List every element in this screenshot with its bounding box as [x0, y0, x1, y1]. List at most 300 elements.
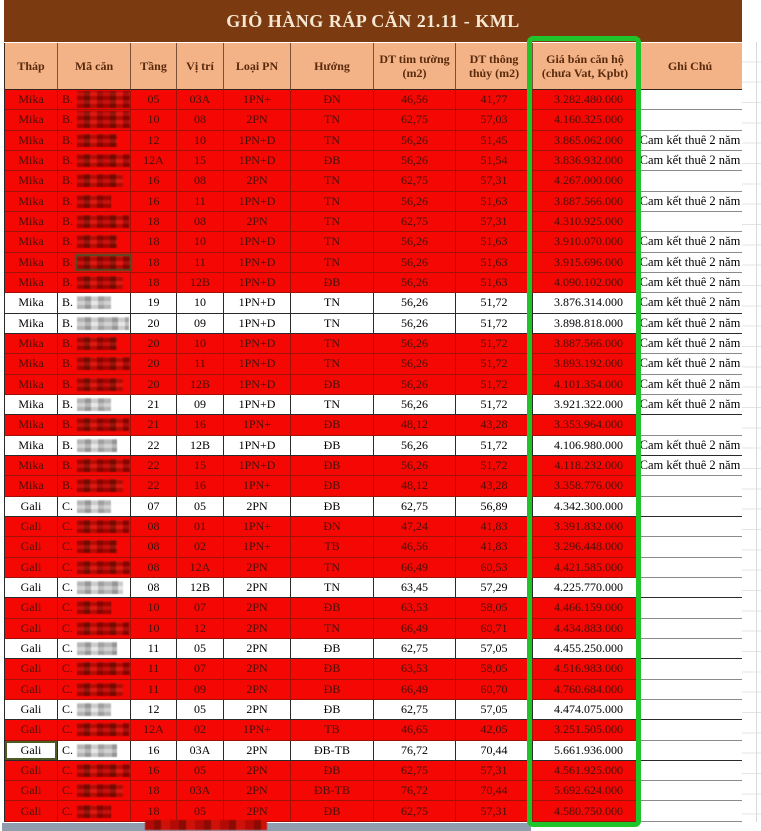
cell-room-type[interactable]: 1PN+D [224, 314, 291, 334]
cell-unit-code[interactable] [58, 334, 131, 354]
cell-position[interactable]: 05 [177, 700, 224, 720]
cell-price[interactable]: 4.118.232.000 [533, 456, 638, 476]
cell-direction[interactable]: ĐB-TB [291, 781, 374, 801]
cell-area-wall[interactable]: 46,65 [374, 720, 456, 740]
cell-tower[interactable]: Gali [5, 578, 58, 598]
cell-price[interactable]: 4.455.250.000 [533, 639, 638, 659]
cell-direction[interactable]: ĐB [291, 497, 374, 517]
cell-room-type[interactable]: 2PN [224, 639, 291, 659]
cell-unit-code[interactable] [58, 253, 131, 273]
cell-direction[interactable]: TN [291, 334, 374, 354]
cell-note[interactable]: Cam kết thuê 2 năm [638, 436, 743, 456]
cell-floor[interactable]: 11 [131, 680, 177, 700]
cell-direction[interactable]: TN [291, 619, 374, 639]
cell-note[interactable] [638, 578, 743, 598]
cell-floor[interactable]: 10 [131, 619, 177, 639]
cell-unit-code[interactable] [58, 741, 131, 761]
cell-room-type[interactable]: 1PN+ [224, 90, 291, 110]
cell-area-wall[interactable]: 62,75 [374, 700, 456, 720]
cell-price[interactable]: 3.865.062.000 [533, 131, 638, 151]
cell-area-wall[interactable]: 46,56 [374, 90, 456, 110]
cell-area-wall[interactable]: 56,26 [374, 395, 456, 415]
cell-position[interactable]: 16 [177, 415, 224, 435]
cell-note[interactable] [638, 415, 743, 435]
cell-price[interactable]: 3.887.566.000 [533, 334, 638, 354]
cell-position[interactable]: 10 [177, 131, 224, 151]
cell-unit-code[interactable] [58, 558, 131, 578]
cell-unit-code[interactable] [58, 497, 131, 517]
cell-note[interactable] [638, 680, 743, 700]
cell-price[interactable]: 4.106.980.000 [533, 436, 638, 456]
cell-area-clear[interactable]: 58,05 [456, 598, 533, 618]
cell-area-clear[interactable]: 57,31 [456, 212, 533, 232]
cell-note[interactable] [638, 171, 743, 191]
cell-price[interactable]: 3.358.776.000 [533, 476, 638, 496]
cell-direction[interactable]: TB [291, 720, 374, 740]
column-header-area-wall[interactable]: DT tim tường (m2) [374, 43, 456, 90]
cell-room-type[interactable]: 2PN [224, 619, 291, 639]
cell-position[interactable]: 12 [177, 619, 224, 639]
cell-direction[interactable]: ĐB [291, 436, 374, 456]
cell-position[interactable]: 05 [177, 497, 224, 517]
cell-position[interactable]: 05 [177, 801, 224, 821]
cell-price[interactable]: 3.836.932.000 [533, 151, 638, 171]
cell-price[interactable]: 4.434.883.000 [533, 619, 638, 639]
cell-floor[interactable]: 12 [131, 700, 177, 720]
cell-direction[interactable]: TB [291, 537, 374, 557]
cell-room-type[interactable]: 2PN [224, 761, 291, 781]
cell-room-type[interactable]: 1PN+D [224, 253, 291, 273]
cell-price[interactable]: 4.225.770.000 [533, 578, 638, 598]
cell-unit-code[interactable] [58, 680, 131, 700]
cell-position[interactable]: 02 [177, 537, 224, 557]
cell-room-type[interactable]: 1PN+D [224, 273, 291, 293]
cell-position[interactable]: 09 [177, 314, 224, 334]
cell-unit-code[interactable] [58, 700, 131, 720]
cell-area-wall[interactable]: 76,72 [374, 741, 456, 761]
cell-note[interactable] [638, 598, 743, 618]
cell-floor[interactable]: 08 [131, 578, 177, 598]
cell-unit-code[interactable] [58, 395, 131, 415]
cell-price[interactable]: 3.921.322.000 [533, 395, 638, 415]
cell-position[interactable]: 03A [177, 781, 224, 801]
cell-area-clear[interactable]: 51,63 [456, 192, 533, 212]
cell-unit-code[interactable] [58, 537, 131, 557]
cell-price[interactable]: 3.391.832.000 [533, 517, 638, 537]
cell-position[interactable]: 15 [177, 456, 224, 476]
cell-room-type[interactable]: 1PN+D [224, 456, 291, 476]
cell-note[interactable] [638, 476, 743, 496]
cell-note[interactable]: Cam kết thuê 2 năm [638, 131, 743, 151]
cell-room-type[interactable]: 1PN+ [224, 720, 291, 740]
cell-area-clear[interactable]: 70,44 [456, 781, 533, 801]
cell-note[interactable]: Cam kết thuê 2 năm [638, 395, 743, 415]
cell-direction[interactable]: ĐB [291, 375, 374, 395]
cell-unit-code[interactable] [58, 273, 131, 293]
cell-position[interactable]: 05 [177, 639, 224, 659]
cell-unit-code[interactable] [58, 151, 131, 171]
cell-area-wall[interactable]: 56,26 [374, 456, 456, 476]
cell-floor[interactable]: 21 [131, 415, 177, 435]
cell-direction[interactable]: ĐB [291, 151, 374, 171]
cell-floor[interactable]: 22 [131, 436, 177, 456]
column-header-note[interactable]: Ghi Chú [638, 43, 743, 90]
cell-note[interactable]: Cam kết thuê 2 năm [638, 151, 743, 171]
cell-price[interactable]: 4.760.684.000 [533, 680, 638, 700]
cell-direction[interactable]: ĐB [291, 801, 374, 821]
cell-direction[interactable]: TN [291, 131, 374, 151]
cell-tower[interactable]: Gali [5, 761, 58, 781]
cell-area-wall[interactable]: 56,26 [374, 314, 456, 334]
cell-floor[interactable]: 10 [131, 598, 177, 618]
cell-direction[interactable]: ĐB [291, 700, 374, 720]
cell-area-clear[interactable]: 43,28 [456, 476, 533, 496]
cell-note[interactable] [638, 659, 743, 679]
cell-note[interactable] [638, 619, 743, 639]
cell-note[interactable]: Cam kết thuê 2 năm [638, 253, 743, 273]
cell-direction[interactable]: ĐN [291, 90, 374, 110]
cell-room-type[interactable]: 2PN [224, 212, 291, 232]
cell-tower[interactable]: Gali [5, 517, 58, 537]
cell-direction[interactable]: ĐB [291, 598, 374, 618]
cell-price[interactable]: 3.251.505.000 [533, 720, 638, 740]
cell-area-wall[interactable]: 48,12 [374, 415, 456, 435]
cell-room-type[interactable]: 2PN [224, 110, 291, 130]
cell-area-clear[interactable]: 51,72 [456, 314, 533, 334]
cell-tower[interactable]: Mika [5, 90, 58, 110]
cell-direction[interactable]: ĐB [291, 761, 374, 781]
column-header-price[interactable]: Giá bán căn hộ (chưa Vat, Kpbt) [533, 43, 638, 90]
cell-position[interactable]: 08 [177, 212, 224, 232]
cell-area-wall[interactable]: 48,12 [374, 476, 456, 496]
cell-direction[interactable]: TN [291, 314, 374, 334]
column-header-tower[interactable]: Tháp [5, 43, 58, 90]
cell-unit-code[interactable] [58, 232, 131, 252]
cell-floor[interactable]: 16 [131, 171, 177, 191]
cell-direction[interactable]: TN [291, 558, 374, 578]
cell-area-clear[interactable]: 57,31 [456, 801, 533, 821]
cell-tower[interactable]: Gali [5, 619, 58, 639]
cell-room-type[interactable]: 2PN [224, 558, 291, 578]
cell-floor[interactable]: 16 [131, 741, 177, 761]
cell-tower[interactable]: Mika [5, 110, 58, 130]
cell-unit-code[interactable] [58, 456, 131, 476]
cell-floor[interactable]: 12A [131, 720, 177, 740]
cell-note[interactable] [638, 517, 743, 537]
cell-tower[interactable]: Gali [5, 659, 58, 679]
cell-area-wall[interactable]: 66,49 [374, 619, 456, 639]
cell-room-type[interactable]: 2PN [224, 578, 291, 598]
cell-note[interactable] [638, 639, 743, 659]
cell-position[interactable]: 03A [177, 90, 224, 110]
cell-floor[interactable]: 20 [131, 354, 177, 374]
cell-note[interactable]: Cam kết thuê 2 năm [638, 334, 743, 354]
cell-position[interactable]: 07 [177, 659, 224, 679]
cell-tower[interactable]: Gali [5, 781, 58, 801]
cell-room-type[interactable]: 2PN [224, 741, 291, 761]
cell-area-wall[interactable]: 56,26 [374, 232, 456, 252]
cell-note[interactable] [638, 90, 743, 110]
cell-room-type[interactable]: 1PN+D [224, 232, 291, 252]
cell-area-wall[interactable]: 66,49 [374, 558, 456, 578]
cell-floor[interactable]: 12 [131, 131, 177, 151]
cell-position[interactable]: 10 [177, 232, 224, 252]
cell-position[interactable]: 11 [177, 192, 224, 212]
cell-area-clear[interactable]: 51,72 [456, 395, 533, 415]
cell-area-clear[interactable]: 70,44 [456, 741, 533, 761]
cell-direction[interactable]: TN [291, 232, 374, 252]
cell-floor[interactable]: 08 [131, 537, 177, 557]
cell-unit-code[interactable] [58, 131, 131, 151]
cell-room-type[interactable]: 2PN [224, 497, 291, 517]
cell-area-wall[interactable]: 62,75 [374, 171, 456, 191]
cell-price[interactable]: 3.282.480.000 [533, 90, 638, 110]
cell-note[interactable]: Cam kết thuê 2 năm [638, 192, 743, 212]
cell-room-type[interactable]: 2PN [224, 598, 291, 618]
cell-room-type[interactable]: 2PN [224, 680, 291, 700]
cell-price[interactable]: 3.915.696.000 [533, 253, 638, 273]
cell-area-clear[interactable]: 60,53 [456, 558, 533, 578]
cell-direction[interactable]: ĐB [291, 476, 374, 496]
cell-tower[interactable]: Mika [5, 436, 58, 456]
cell-room-type[interactable]: 2PN [224, 801, 291, 821]
cell-floor[interactable]: 16 [131, 761, 177, 781]
cell-area-clear[interactable]: 51,54 [456, 151, 533, 171]
cell-direction[interactable]: ĐB [291, 456, 374, 476]
cell-area-wall[interactable]: 47,24 [374, 517, 456, 537]
cell-floor[interactable]: 16 [131, 192, 177, 212]
cell-area-clear[interactable]: 57,03 [456, 110, 533, 130]
cell-area-wall[interactable]: 46,56 [374, 537, 456, 557]
cell-unit-code[interactable] [58, 415, 131, 435]
cell-area-wall[interactable]: 63,45 [374, 578, 456, 598]
cell-tower[interactable]: Gali [5, 639, 58, 659]
cell-unit-code[interactable] [58, 619, 131, 639]
cell-area-wall[interactable]: 62,75 [374, 110, 456, 130]
cell-tower[interactable]: Mika [5, 192, 58, 212]
cell-area-clear[interactable]: 60,70 [456, 680, 533, 700]
cell-unit-code[interactable] [58, 192, 131, 212]
cell-area-wall[interactable]: 66,49 [374, 680, 456, 700]
cell-area-wall[interactable]: 76,72 [374, 781, 456, 801]
cell-area-wall[interactable]: 63,53 [374, 659, 456, 679]
cell-unit-code[interactable] [58, 212, 131, 232]
cell-position[interactable]: 05 [177, 761, 224, 781]
cell-area-clear[interactable]: 51,72 [456, 436, 533, 456]
cell-unit-code[interactable] [58, 761, 131, 781]
cell-area-wall[interactable]: 62,75 [374, 212, 456, 232]
column-header-unit-code[interactable]: Mã căn [58, 43, 131, 90]
cell-area-clear[interactable]: 56,89 [456, 497, 533, 517]
cell-area-clear[interactable]: 51,72 [456, 354, 533, 374]
cell-floor[interactable]: 22 [131, 476, 177, 496]
cell-note[interactable] [638, 110, 743, 130]
cell-area-wall[interactable]: 62,75 [374, 801, 456, 821]
cell-tower[interactable]: Mika [5, 415, 58, 435]
cell-tower[interactable]: Gali [5, 700, 58, 720]
cell-tower[interactable]: Gali [5, 680, 58, 700]
cell-area-clear[interactable]: 51,45 [456, 131, 533, 151]
column-header-direction[interactable]: Hướng [291, 43, 374, 90]
cell-room-type[interactable]: 1PN+ [224, 476, 291, 496]
cell-price[interactable]: 3.887.566.000 [533, 192, 638, 212]
cell-floor[interactable]: 08 [131, 558, 177, 578]
cell-area-wall[interactable]: 56,26 [374, 192, 456, 212]
cell-tower[interactable]: Gali [5, 537, 58, 557]
cell-area-clear[interactable]: 57,05 [456, 700, 533, 720]
cell-position[interactable]: 12B [177, 578, 224, 598]
cell-area-clear[interactable]: 41,83 [456, 537, 533, 557]
cell-direction[interactable]: TN [291, 212, 374, 232]
cell-area-clear[interactable]: 41,83 [456, 517, 533, 537]
cell-note[interactable] [638, 781, 743, 801]
cell-price[interactable]: 3.296.448.000 [533, 537, 638, 557]
cell-note[interactable] [638, 741, 743, 761]
cell-area-clear[interactable]: 42,05 [456, 720, 533, 740]
cell-note[interactable]: Cam kết thuê 2 năm [638, 273, 743, 293]
cell-unit-code[interactable] [58, 293, 131, 313]
cell-floor[interactable]: 18 [131, 781, 177, 801]
cell-price[interactable]: 3.893.192.000 [533, 354, 638, 374]
cell-note[interactable] [638, 497, 743, 517]
cell-room-type[interactable]: 1PN+ [224, 537, 291, 557]
cell-tower[interactable]: Gali [5, 598, 58, 618]
cell-floor[interactable]: 05 [131, 90, 177, 110]
cell-tower[interactable]: Gali [5, 801, 58, 821]
cell-direction[interactable]: TN [291, 293, 374, 313]
cell-price[interactable]: 4.466.159.000 [533, 598, 638, 618]
cell-room-type[interactable]: 1PN+D [224, 192, 291, 212]
cell-tower[interactable]: Mika [5, 232, 58, 252]
cell-area-wall[interactable]: 56,26 [374, 354, 456, 374]
cell-tower[interactable]: Mika [5, 151, 58, 171]
cell-area-wall[interactable]: 56,26 [374, 436, 456, 456]
cell-tower[interactable]: Mika [5, 273, 58, 293]
column-header-position[interactable]: Vị trí [177, 43, 224, 90]
cell-unit-code[interactable] [58, 354, 131, 374]
cell-price[interactable]: 4.310.925.000 [533, 212, 638, 232]
cell-room-type[interactable]: 1PN+D [224, 395, 291, 415]
cell-floor[interactable]: 11 [131, 639, 177, 659]
cell-position[interactable]: 07 [177, 598, 224, 618]
cell-unit-code[interactable] [58, 781, 131, 801]
cell-floor[interactable]: 20 [131, 314, 177, 334]
cell-area-wall[interactable]: 56,26 [374, 334, 456, 354]
cell-direction[interactable]: TN [291, 354, 374, 374]
cell-price[interactable]: 5.692.624.000 [533, 781, 638, 801]
cell-unit-code[interactable] [58, 517, 131, 537]
cell-area-clear[interactable]: 51,63 [456, 232, 533, 252]
cell-note[interactable]: Cam kết thuê 2 năm [638, 375, 743, 395]
cell-unit-code[interactable] [58, 314, 131, 334]
cell-price[interactable]: 4.421.585.000 [533, 558, 638, 578]
cell-floor[interactable]: 08 [131, 517, 177, 537]
cell-floor[interactable]: 20 [131, 375, 177, 395]
cell-note[interactable] [638, 761, 743, 781]
cell-area-clear[interactable]: 51,63 [456, 253, 533, 273]
cell-position[interactable]: 08 [177, 171, 224, 191]
cell-floor[interactable]: 18 [131, 273, 177, 293]
cell-room-type[interactable]: 2PN [224, 700, 291, 720]
cell-note[interactable] [638, 720, 743, 740]
cell-area-clear[interactable]: 51,72 [456, 293, 533, 313]
cell-room-type[interactable]: 1PN+ [224, 517, 291, 537]
cell-tower[interactable]: Mika [5, 293, 58, 313]
cell-unit-code[interactable] [58, 476, 131, 496]
cell-floor[interactable]: 18 [131, 253, 177, 273]
cell-floor[interactable]: 20 [131, 334, 177, 354]
cell-note[interactable] [638, 558, 743, 578]
cell-tower[interactable]: Gali [5, 720, 58, 740]
cell-area-clear[interactable]: 43,28 [456, 415, 533, 435]
cell-note[interactable]: Cam kết thuê 2 năm [638, 314, 743, 334]
cell-floor[interactable]: 11 [131, 659, 177, 679]
cell-area-clear[interactable]: 58,05 [456, 659, 533, 679]
cell-position[interactable]: 10 [177, 334, 224, 354]
cell-price[interactable]: 3.353.964.000 [533, 415, 638, 435]
cell-floor[interactable]: 10 [131, 110, 177, 130]
cell-tower[interactable]: Mika [5, 131, 58, 151]
cell-direction[interactable]: ĐB [291, 415, 374, 435]
column-header-room-type[interactable]: Loại PN [224, 43, 291, 90]
cell-price[interactable]: 4.561.925.000 [533, 761, 638, 781]
cell-floor[interactable]: 21 [131, 395, 177, 415]
cell-area-wall[interactable]: 56,26 [374, 293, 456, 313]
cell-room-type[interactable]: 2PN [224, 659, 291, 679]
cell-room-type[interactable]: 1PN+ [224, 415, 291, 435]
cell-area-wall[interactable]: 63,53 [374, 598, 456, 618]
cell-price[interactable]: 4.090.102.000 [533, 273, 638, 293]
cell-floor[interactable]: 18 [131, 232, 177, 252]
cell-position[interactable]: 09 [177, 395, 224, 415]
cell-area-wall[interactable]: 56,26 [374, 273, 456, 293]
cell-price[interactable]: 3.910.070.000 [533, 232, 638, 252]
cell-direction[interactable]: ĐB [291, 273, 374, 293]
cell-price[interactable]: 4.101.354.000 [533, 375, 638, 395]
cell-direction[interactable]: TN [291, 110, 374, 130]
cell-price[interactable]: 4.342.300.000 [533, 497, 638, 517]
cell-tower[interactable]: Gali [5, 558, 58, 578]
cell-position[interactable]: 09 [177, 680, 224, 700]
cell-price[interactable]: 3.876.314.000 [533, 293, 638, 313]
cell-position[interactable]: 10 [177, 293, 224, 313]
cell-position[interactable]: 16 [177, 476, 224, 496]
cell-note[interactable]: Cam kết thuê 2 năm [638, 456, 743, 476]
cell-price[interactable]: 4.580.750.000 [533, 801, 638, 821]
cell-price[interactable]: 4.516.983.000 [533, 659, 638, 679]
cell-room-type[interactable]: 1PN+D [224, 151, 291, 171]
cell-floor[interactable]: 18 [131, 212, 177, 232]
cell-area-clear[interactable]: 41,77 [456, 90, 533, 110]
cell-area-clear[interactable]: 51,72 [456, 375, 533, 395]
cell-area-clear[interactable]: 57,05 [456, 639, 533, 659]
cell-room-type[interactable]: 1PN+D [224, 375, 291, 395]
cell-tower[interactable]: Mika [5, 476, 58, 496]
cell-direction[interactable]: TN [291, 192, 374, 212]
cell-area-wall[interactable]: 56,26 [374, 253, 456, 273]
cell-area-clear[interactable]: 57,31 [456, 761, 533, 781]
cell-tower[interactable]: Mika [5, 314, 58, 334]
column-header-area-clear[interactable]: DT thông thủy (m2) [456, 43, 533, 90]
cell-position[interactable]: 08 [177, 110, 224, 130]
cell-price[interactable]: 3.898.818.000 [533, 314, 638, 334]
cell-room-type[interactable]: 1PN+D [224, 436, 291, 456]
cell-position[interactable]: 15 [177, 151, 224, 171]
cell-position[interactable]: 03A [177, 741, 224, 761]
cell-unit-code[interactable] [58, 801, 131, 821]
cell-note[interactable]: Cam kết thuê 2 năm [638, 293, 743, 313]
cell-tower[interactable]: Gali [5, 741, 58, 761]
